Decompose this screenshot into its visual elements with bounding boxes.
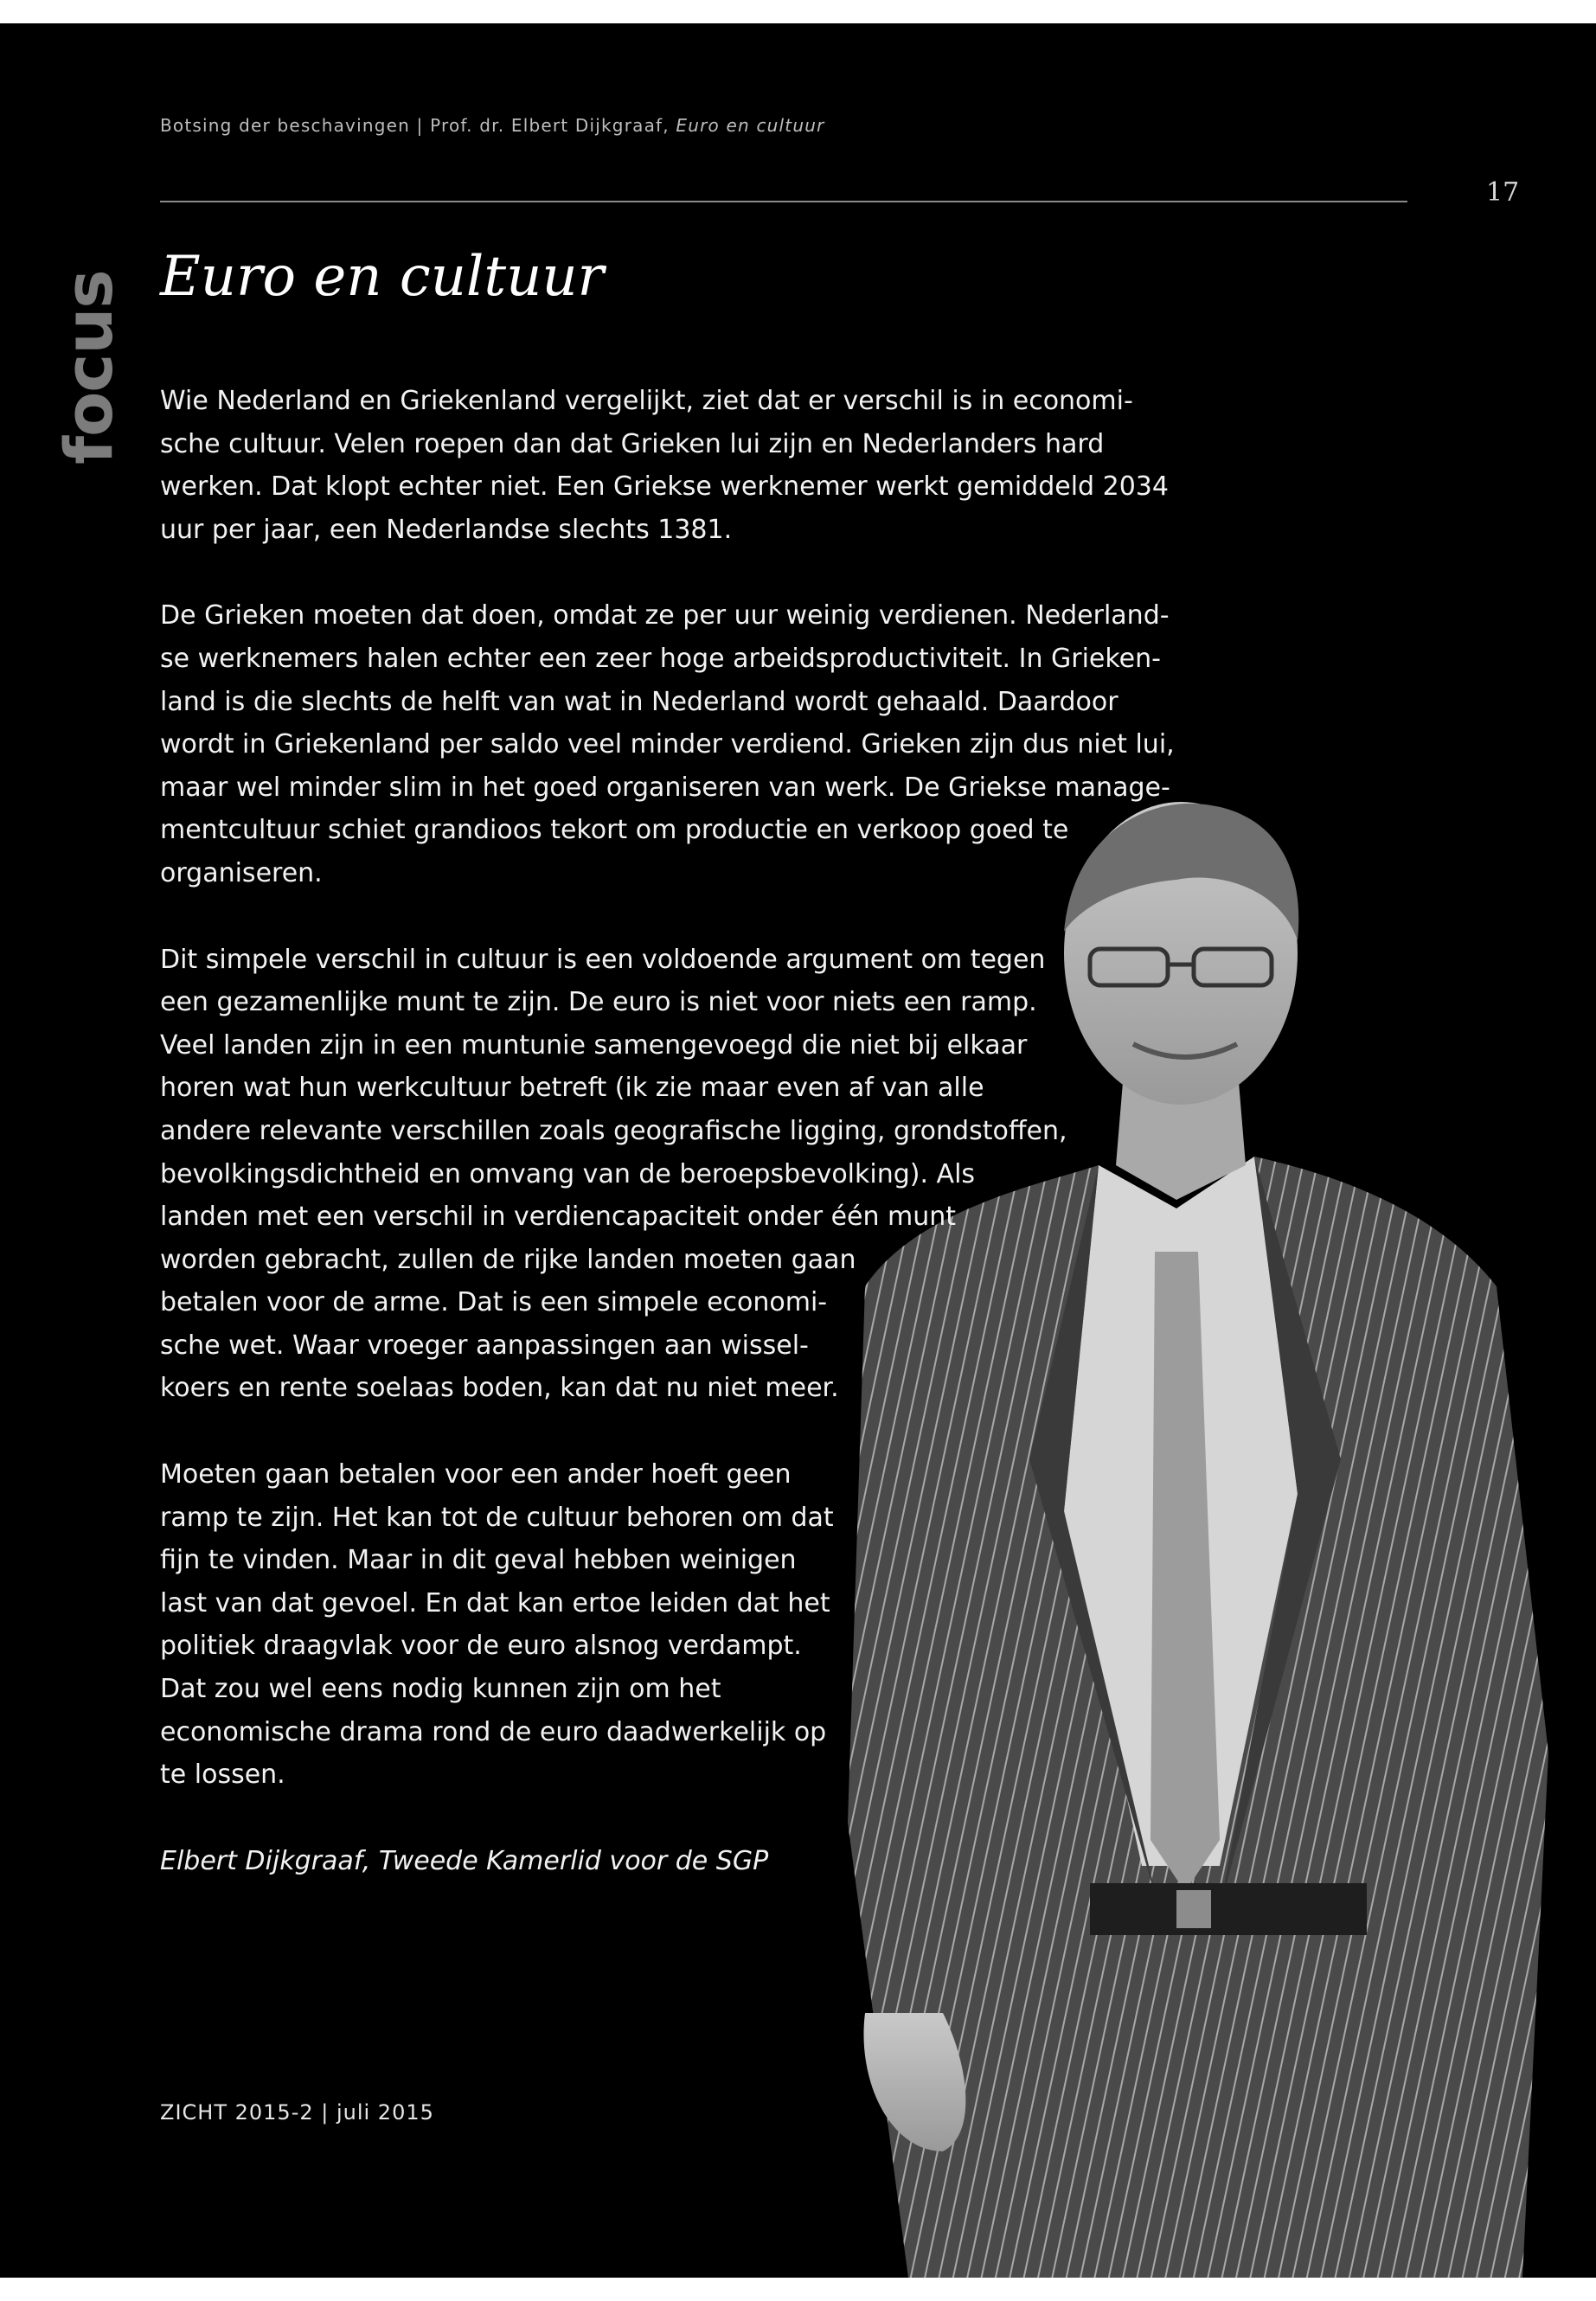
text-line: maar wel minder slim in het goed organiseren van werk. De Griekse manage- [160, 772, 1170, 803]
text-line: uur per jaar, een Nederlandse slechts 1381. [160, 514, 733, 545]
header-series: Botsing der beschavingen [160, 115, 410, 136]
text-line: organiseren. [160, 857, 323, 888]
section-tag: focus [50, 270, 127, 465]
text-line: Veel landen zijn in een muntunie samengevoegd die niet bij elkaar [160, 1029, 1028, 1061]
text-line: ramp te zijn. Het kan tot de cultuur behoren om dat [160, 1502, 834, 1533]
text-line: De Grieken moeten dat doen, omdat ze per uur weinig verdienen. Nederland- [160, 600, 1170, 631]
text-line: Moeten gaan betalen voor een ander hoeft geen [160, 1459, 792, 1490]
header-author: Prof. dr. Elbert Dijkgraaf, [430, 115, 670, 136]
signature-line: Elbert Dijkgraaf, Tweede Kamerlid voor de SGP [160, 1845, 769, 1876]
text-line: Dit simpele verschil in cultuur is een voldoende argument om tegen [160, 944, 1046, 975]
text-line: werken. Dat klopt echter niet. Een Griekse werknemer werkt gemiddeld 2034 [160, 471, 1169, 503]
text-line: worden gebracht, zullen de rijke landen moeten gaan [160, 1244, 856, 1275]
article-body [160, 380, 1175, 1926]
text-line: se werknemers halen echter een zeer hoge arbeidsproductiviteit. In Grieken- [160, 643, 1161, 674]
header-divider [160, 201, 1407, 202]
text-line: last van dat gevoel. En dat kan ertoe leiden dat het [160, 1587, 830, 1618]
text-line: Wie Nederland en Griekenland vergelijkt, ziet dat er verschil is in economi- [160, 386, 1133, 416]
text-line: bevolkingsdichtheid en omvang van de beroepsbevolking). Als [160, 1158, 976, 1189]
text-line: betalen voor de arme. Dat is een simpele economi- [160, 1287, 828, 1318]
paragraph [160, 380, 1172, 551]
text-line: koers en rente soelaas boden, kan dat nu niet meer. [160, 1373, 839, 1404]
page-number: 17 [1486, 177, 1520, 208]
text-line: politiek draagvlak voor de euro alsnog verdampt. [160, 1631, 802, 1662]
text-line: land is die slechts de helft van wat in Nederland wordt gehaald. Daardoor [160, 686, 1118, 717]
text-line: Dat zou wel eens nodig kunnen zijn om het [160, 1674, 721, 1705]
author-signature [160, 1840, 1172, 1883]
text-line: andere relevante verschillen zoals geografische ligging, grondstoffen, [160, 1115, 1067, 1146]
issue-footer: ZICHT 2015-2 | juli 2015 [160, 2100, 434, 2125]
header-article: Euro en cultuur [676, 115, 825, 136]
paragraph [160, 939, 1172, 1411]
running-header [160, 115, 825, 136]
magazine-page [0, 23, 1596, 2278]
text-line: sche wet. Waar vroeger aanpassingen aan wissel- [160, 1330, 809, 1361]
text-line: economische drama rond de euro daadwerkelijk op [160, 1716, 827, 1747]
text-line: mentcultuur schiet grandioos tekort om productie en verkoop goed te [160, 815, 1069, 846]
text-line: een gezamenlijke munt te zijn. De euro is niet voor niets een ramp. [160, 987, 1037, 1018]
text-line: sche cultuur. Velen roepen dan dat Grieken lui zijn en Nederlanders hard [160, 428, 1105, 459]
paragraph [160, 594, 1175, 894]
text-line: wordt in Griekenland per saldo veel minder verdiend. Grieken zijn dus niet lui, [160, 729, 1175, 760]
text-line: fijn te vinden. Maar in dit geval hebben weinigen [160, 1545, 797, 1576]
header-separator: | [416, 115, 424, 136]
paragraph [160, 1453, 1172, 1797]
article-title: Euro en cultuur [160, 245, 605, 309]
text-line: landen met een verschil in verdiencapaciteit onder één munt [160, 1202, 957, 1233]
text-line: te lossen. [160, 1759, 285, 1791]
text-line: horen wat hun werkcultuur betreft (ik zie maar even af van alle [160, 1073, 984, 1104]
